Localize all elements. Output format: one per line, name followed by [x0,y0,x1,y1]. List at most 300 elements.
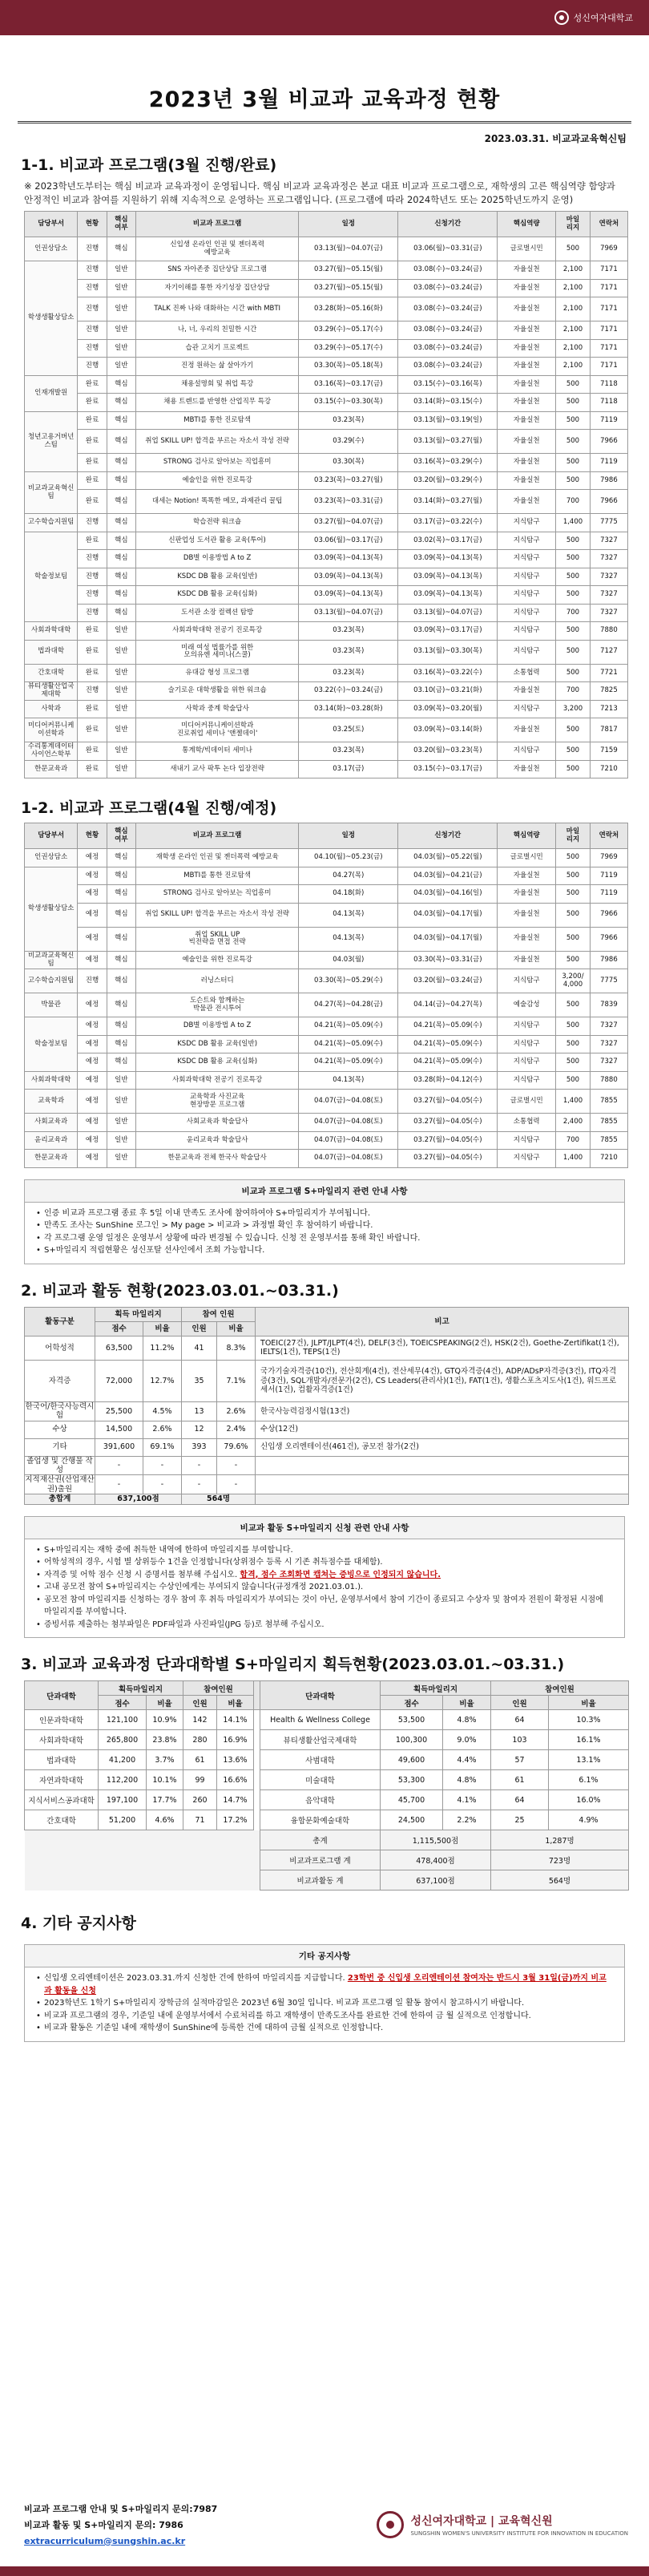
cell-program: 교육학과 사진교육 현장방문 프로그램 [136,1090,299,1114]
college-mileage-table [24,1680,629,1891]
summary-people: 723명 [491,1850,629,1870]
cell-contact: 7213 [590,700,627,718]
table-row [25,951,628,969]
table-row [25,1456,629,1475]
cell-core: 핵심 [107,514,135,532]
cell-competency: 자율실천 [498,490,556,514]
cell-program: 학습전략 워크숍 [136,514,299,532]
cell-core: 핵심 [107,490,135,514]
page-title: 2023년 3월 비교과 교육과정 현황 [148,87,501,112]
table-row [25,1150,628,1168]
col-ratio: 비율 [443,1696,491,1710]
cell-activity: 수상 [25,1421,95,1438]
cell-contact: 7880 [590,622,627,641]
cell-competency: 자율실천 [498,279,556,297]
cell-schedule: 03.29(수) [299,430,398,454]
cell-activity: 지적재산권(산업재산권)출원 [25,1475,95,1494]
cell-contact: 7327 [590,1035,627,1053]
column-gap [254,1750,260,1770]
cell-status: 완료 [78,622,107,641]
cell-contact: 7817 [590,718,627,742]
cell-program: KSDC DB 활용 교육(일반) [136,1035,299,1053]
cell-mileage: 2,100 [556,339,591,358]
cell-program: 예술인을 위한 진로특강 [136,471,299,490]
cell-score: 391,600 [95,1438,143,1456]
title-divider [18,121,631,123]
cell-contact: 7721 [590,664,627,682]
cell-core: 일반 [107,682,135,701]
cell-program: 미디어커뮤니케이션학과 진로취업 세미나 '앤젤데이' [136,718,299,742]
column-header: 신청기간 [398,212,498,237]
cell-college: 인문과학대학 [25,1710,99,1730]
cell-activity: 총합계 [25,1494,95,1504]
cell-contact: 7327 [590,550,627,568]
cell-program: 새내기 교사 팍투 논다 입장전략 [136,760,299,778]
cell-apply-period: 03.14(화)~03.27(월) [398,490,498,514]
cell-contact: 7839 [590,993,627,1017]
cell-total-mileage: 637,100점 [95,1494,182,1504]
table-row [25,550,628,568]
column-header: 핵심역량 [498,823,556,849]
cell-mileage: 2,100 [556,261,591,280]
col-people-ratio: 비율 [217,1696,254,1710]
table-row [25,261,628,280]
logo-text: 성신여자대학교 [573,13,633,23]
bottom-banner [0,2566,649,2576]
cell-people: 35 [182,1360,217,1401]
cell-apply-period: 03.13(월)~04.07(금) [398,604,498,622]
cell-people-ratio: 16.1% [549,1730,629,1750]
notice-title: 비교과 활동 S+마일리지 신청 관련 안내 사항 [25,1517,624,1539]
cell-program: 취업 SKILL UP! 합격을 부르는 자소서 작성 전략 [136,430,299,454]
cell-program: KSDC DB 활용 교육(심화) [136,1053,299,1072]
cell-mileage: 500 [556,927,591,951]
cell-apply-period: 03.17(금)~03.22(수) [398,514,498,532]
cell-competency: 지식탐구 [498,1071,556,1090]
cell-core: 핵심 [107,951,135,969]
cell-remarks [256,1494,629,1504]
cell-apply-period: 03.30(목)~03.31(금) [398,951,498,969]
cell-people: 12 [182,1421,217,1438]
cell-program: 습관 고치기 프로젝트 [136,339,299,358]
col-mileage: 획득마일리지 [381,1681,491,1696]
cell-contact: 7119 [590,411,627,430]
cell-mileage: 500 [556,903,591,927]
cell-competency: 자율실천 [498,358,556,376]
cell-core: 핵심 [107,375,135,394]
column-header: 핵심역량 [498,212,556,237]
col-people-ratio: 비율 [549,1696,629,1710]
cell-competency: 지식탐구 [498,1131,556,1150]
cell-schedule: 03.30(목) [299,454,398,472]
cell-core: 일반 [107,1114,135,1132]
cell-program: STRONG 검사로 알아보는 직업흥미 [136,454,299,472]
notice-item: • 비교과 활동은 기준일 내에 재학생이 SunShine에 등록한 건에 대하여 금월 실적으로 인정합니다. [36,2022,613,2035]
cell-program: 재학생 온라인 인권 및 젠더폭력 예방교육 [136,849,299,867]
activity-table [24,1307,629,1505]
cell-status: 예정 [78,951,107,969]
cell-status: 진행 [78,514,107,532]
cell-score: 24,500 [381,1810,443,1830]
cell-contact: 7171 [590,279,627,297]
cell-core: 핵심 [107,394,135,412]
cell-status: 진행 [78,279,107,297]
cell-contact: 7986 [590,951,627,969]
table-row [25,297,628,321]
col-people-ratio: 비율 [217,1321,256,1336]
cell-core: 핵심 [107,454,135,472]
cell-status: 예정 [78,1071,107,1090]
cell-apply-period: 03.08(수)~03.24(금) [398,261,498,280]
cell-people-ratio: - [217,1475,256,1494]
cell-department: 고수학습지원팀 [25,514,78,532]
summary-score: 478,400점 [381,1850,491,1870]
cell-mileage: 500 [556,1071,591,1090]
cell-apply-period: 03.20(월)~03.23(목) [398,742,498,761]
cell-contact: 7171 [590,339,627,358]
cell-ratio: 4.8% [443,1710,491,1730]
cell-people: 61 [491,1770,549,1790]
cell-status: 진행 [78,969,107,993]
cell-people: 260 [183,1790,217,1810]
table-row [25,568,628,586]
cell-schedule: 04.07(금)~04.08(토) [299,1090,398,1114]
cell-schedule: 04.21(목)~05.09(수) [299,1053,398,1072]
cell-competency: 자율실천 [498,951,556,969]
cell-core: 일반 [107,1131,135,1150]
cell-schedule: 04.07(금)~04.08(토) [299,1131,398,1150]
cell-program: SNS 자아존중 집단상담 프로그램 [136,261,299,280]
cell-people-ratio: 10.3% [549,1710,629,1730]
cell-status: 진행 [78,568,107,586]
cell-apply-period: 03.14(화)~03.15(수) [398,394,498,412]
cell-contact: 7118 [590,375,627,394]
cell-core: 일반 [107,1071,135,1090]
notice-item: • S+마일리지 적립현황은 성신포탈 선샤인에서 조회 가능합니다. [36,1244,613,1257]
cell-contact: 7825 [590,682,627,701]
university-logo[interactable] [554,10,633,25]
cell-schedule: 04.18(화) [299,885,398,904]
cell-remarks: 수상(12건) [256,1421,629,1438]
cell-score: 25,500 [95,1401,143,1421]
cell-contact: 7966 [590,430,627,454]
cell-schedule: 04.13(목) [299,903,398,927]
cell-apply-period: 04.21(목)~05.09(수) [398,1035,498,1053]
cell-apply-period: 03.08(수)~03.24(금) [398,358,498,376]
cell-status: 완료 [78,394,107,412]
cell-core: 핵심 [107,411,135,430]
cell-core: 핵심 [107,867,135,885]
cell-contact: 7969 [590,849,627,867]
table-row [25,969,628,993]
cell-contact: 7327 [590,1053,627,1072]
cell-college: 미술대학 [260,1770,381,1790]
cell-schedule: 03.16(목)~03.17(금) [299,375,398,394]
table-row [25,1401,629,1421]
column-gap [254,1830,260,1850]
col-college: 단과대학 [260,1681,381,1710]
cell-score: - [95,1456,143,1475]
summary-label: 비교과프로그램 계 [260,1850,381,1870]
cell-score: 197,100 [99,1790,147,1810]
cell-mileage: 500 [556,586,591,605]
table-row [25,1114,628,1132]
cell-mileage: 500 [556,411,591,430]
cell-competency: 지식탐구 [498,640,556,664]
cell-department: 학생생활상담소 [25,261,78,376]
column-header: 마일 리지 [556,823,591,849]
table-row [25,375,628,394]
column-gap [254,1810,260,1830]
column-header: 연락처 [590,212,627,237]
cell-status: 완료 [78,430,107,454]
cell-status: 진행 [78,604,107,622]
cell-status: 진행 [78,237,107,261]
cell-core: 일반 [107,664,135,682]
institute-name: 성신여자대학교 | 교육혁신원 [410,2515,553,2528]
contact-email-link[interactable]: extracurriculum@sungshin.ac.kr [24,2535,186,2546]
cell-contact: 7327 [590,532,627,550]
cell-contact: 7171 [590,321,627,340]
table-row [25,532,628,550]
cell-people: 61 [183,1750,217,1770]
cell-schedule: 03.09(목)~04.13(목) [299,550,398,568]
cell-competency: 자율실천 [498,454,556,472]
cell-contact: 7159 [590,742,627,761]
total-row [25,1494,629,1504]
table-row [25,760,628,778]
col-mileage: 획득마일리지 [99,1681,183,1696]
program-table-march [24,211,628,778]
cell-people: 57 [491,1750,549,1770]
cell-status: 예정 [78,903,107,927]
cell-score: - [95,1475,143,1494]
table-row [25,1438,629,1456]
cell-people-ratio: 16.0% [549,1790,629,1810]
cell-people: 99 [183,1770,217,1790]
cell-mileage: 500 [556,1035,591,1053]
cell-apply-period: 03.09(목)~04.13(목) [398,568,498,586]
cell-program: 채용설명회 및 취업 특강 [136,375,299,394]
column-header: 일정 [299,823,398,849]
cell-department: 간호대학 [25,664,78,682]
cell-department: 뷰티생활산업국제대학 [25,682,78,701]
col-mileage: 획득 마일리지 [95,1307,182,1321]
cell-competency: 지식탐구 [498,532,556,550]
column-header: 핵심 여부 [107,823,135,849]
table-row [25,1421,629,1438]
cell-schedule: 03.13(월)~04.07(금) [299,604,398,622]
cell-competency: 지식탐구 [498,969,556,993]
column-header: 담당부서 [25,823,78,849]
table-row [25,1017,628,1036]
cell-contact: 7210 [590,1150,627,1168]
cell-people-ratio: 17.2% [217,1810,254,1830]
cell-mileage: 1,400 [556,1090,591,1114]
cell-competency: 지식탐구 [498,586,556,605]
cell-program: 사회과학대학 전공기 진로특강 [136,622,299,641]
notice-item: • 고내 공모전 참여 S+마일리지는 수상인에게는 부여되지 않습니다(규정개정 2021.03.01.). [36,1581,613,1594]
col-people: 인원 [183,1696,217,1710]
cell-remarks: TOEIC(27건), JLPT/JLPT(4건), DELF(3건), TOEICSPEAKING(2건), HSK(2건), Goethe-Zertifikat(1건), IELTS(1건), TEPS(1건) [256,1336,629,1360]
cell-status: 예정 [78,867,107,885]
top-banner [0,0,649,35]
cell-status: 예정 [78,1150,107,1168]
cell-schedule: 03.27(월)~05.15(월) [299,261,398,280]
cell-department: 사회과학대학 [25,622,78,641]
cell-apply-period: 03.27(월)~04.05(수) [398,1131,498,1150]
col-remarks: 비고 [256,1307,629,1336]
cell-college: 사범대학 [260,1750,381,1770]
cell-college: 자연과학대학 [25,1770,99,1790]
cell-department: 한문교육과 [25,1150,78,1168]
institute-logo [377,2511,628,2538]
cell-schedule: 04.27(목) [299,867,398,885]
section-note: ※ 2023학년도부터는 핵심 비교과 교육과정이 운영됩니다. 핵심 비교과 교육과정은 본교 대표 비교과 프로그램으로, 재학생의 고른 핵심역량 함양과 안정적인 비교과 참여를 지원하기 위해 지속적으로 운영하는 프로그램입니다. (프로그램에 따라 2024학년도 또는 2025학년도까지 운영) [24,180,615,205]
cell-core: 일반 [107,261,135,280]
cell-program: 사회과학대학 전공기 진로특강 [136,1071,299,1090]
table-row [25,358,628,376]
notice-emphasis: 23학번 중 신입생 오리엔테이션 참여자는 반드시 3월 31일(금)까지 비교과 활동을 신청 [44,1974,607,1996]
column-gap [254,1710,260,1730]
cell-status: 진행 [78,339,107,358]
cell-mileage: 500 [556,1053,591,1072]
cell-mileage: 700 [556,490,591,514]
cell-schedule: 03.23(목) [299,664,398,682]
cell-competency: 자율실천 [498,760,556,778]
cell-competency: 자율실천 [498,903,556,927]
cell-department: 학술정보팀 [25,532,78,622]
cell-status: 완료 [78,700,107,718]
footer [0,2493,649,2576]
cell-department: 박물관 [25,993,78,1017]
cell-mileage: 500 [556,237,591,261]
cell-core: 일반 [107,297,135,321]
cell-status: 진행 [78,358,107,376]
cell-mileage: 500 [556,394,591,412]
table-row [25,454,628,472]
cell-department: 수리통계데이터사이언스학부 [25,742,78,761]
cell-core: 일반 [107,358,135,376]
table-row [25,927,628,951]
cell-schedule: 03.09(목)~04.13(목) [299,586,398,605]
table-row [25,993,628,1017]
cell-mileage: 500 [556,640,591,664]
cell-contact: 7171 [590,358,627,376]
table-row [25,1730,629,1750]
column-header: 일정 [299,212,398,237]
cell-schedule: 03.29(수)~05.17(수) [299,321,398,340]
cell-apply-period: 03.02(목)~03.17(금) [398,532,498,550]
cell-apply-period: 04.03(월)~04.21(금) [398,867,498,885]
cell-apply-period: 03.13(월)~03.27(월) [398,430,498,454]
cell-status: 예정 [78,849,107,867]
institute-name-english: SUNGSHIN WOMEN'S UNIVERSITY INSTITUTE FOR INNOVATION IN EDUCATION [410,2530,628,2537]
table-row [25,514,628,532]
column-header: 담당부서 [25,212,78,237]
cell-program: TALK 진짜 나와 대화하는 시간 with MBTI [136,297,299,321]
cell-program: 사학과 중계 학술답사 [136,700,299,718]
cell-contact: 7171 [590,261,627,280]
cell-apply-period: 03.09(목)~03.17(금) [398,622,498,641]
cell-ratio: 4.1% [443,1790,491,1810]
cell-apply-period: 04.03(월)~04.16(일) [398,885,498,904]
cell-core: 핵심 [107,237,135,261]
cell-competency: 자율실천 [498,430,556,454]
cell-program: KSDC DB 활용 교육(일반) [136,568,299,586]
cell-activity: 자격증 [25,1360,95,1401]
col-people: 인원 [491,1696,549,1710]
cell-core: 핵심 [107,586,135,605]
cell-score: 63,500 [95,1336,143,1360]
cell-remarks [256,1456,629,1475]
notice-item: • 자격증 및 어학 점수 신청 시 증명서를 첨부해 주십시오. 합격, 점수 조회화면 캡쳐는 증빙으로 인정되지 않습니다. [36,1569,613,1582]
cell-people: 71 [183,1810,217,1830]
cell-core: 핵심 [107,550,135,568]
cell-apply-period: 03.08(수)~03.24(금) [398,321,498,340]
notice-item: • 2023학년도 1학기 S+마일리지 장학금의 실적마감일은 2023년 6월 30일 입니다. 비교과 프로그램 일 활동 참여시 참고하시기 바랍니다. [36,1997,613,2010]
cell-program: 러닝스터디 [136,969,299,993]
table-row [25,664,628,682]
table-row [25,640,628,664]
cell-people-ratio: 8.3% [217,1336,256,1360]
cell-program: 도서관 소장 컬렉션 탐방 [136,604,299,622]
cell-contact: 7119 [590,885,627,904]
cell-core: 일반 [107,1090,135,1114]
cell-status: 완료 [78,471,107,490]
table-row [25,339,628,358]
table-row [25,885,628,904]
cell-core: 핵심 [107,903,135,927]
cell-competency: 지식탐구 [498,700,556,718]
cell-department: 인권상담소 [25,237,78,261]
cell-department: 인재개발원 [25,375,78,411]
cell-schedule: 03.25(토) [299,718,398,742]
section-heading-4: 4. 기타 공지사항 [21,1915,136,1933]
cell-status: 진행 [78,261,107,280]
cell-schedule: 04.07(금)~04.08(토) [299,1114,398,1132]
cell-competency: 글로벌시민 [498,1090,556,1114]
column-header: 현황 [78,212,107,237]
section-heading-1-2: 1-2. 비교과 프로그램(4월 진행/예정) [21,799,277,818]
cell-mileage: 2,100 [556,279,591,297]
cell-core: 핵심 [107,993,135,1017]
cell-ratio: 10.1% [147,1770,183,1790]
cell-status: 진행 [78,550,107,568]
cell-activity: 한국어/한국사능력시험 [25,1401,95,1421]
col-score: 점수 [99,1696,147,1710]
cell-core: 핵심 [107,604,135,622]
column-header: 마일 리지 [556,212,591,237]
cell-score: 100,300 [381,1730,443,1750]
cell-status: 완료 [78,742,107,761]
cell-program: 유대감 형성 프로그램 [136,664,299,682]
table-row [25,718,628,742]
cell-schedule: 03.23(목) [299,640,398,664]
cell-score: 45,700 [381,1790,443,1810]
cell-status: 완료 [78,718,107,742]
cell-people: 64 [491,1790,549,1810]
section-heading-3: 3. 비교과 교육과정 단과대학별 S+마일리지 획득현황(2023.03.01.~03.31.) [21,1656,565,1674]
table-row [25,490,628,514]
cell-mileage: 500 [556,622,591,641]
cell-schedule: 03.29(수)~05.17(수) [299,339,398,358]
table-row [25,1710,629,1730]
cell-apply-period: 03.08(수)~03.24(금) [398,339,498,358]
cell-department: 청년고용거버넌스팀 [25,411,78,471]
col-score: 점수 [95,1321,143,1336]
cell-apply-period: 04.21(목)~05.09(수) [398,1053,498,1072]
